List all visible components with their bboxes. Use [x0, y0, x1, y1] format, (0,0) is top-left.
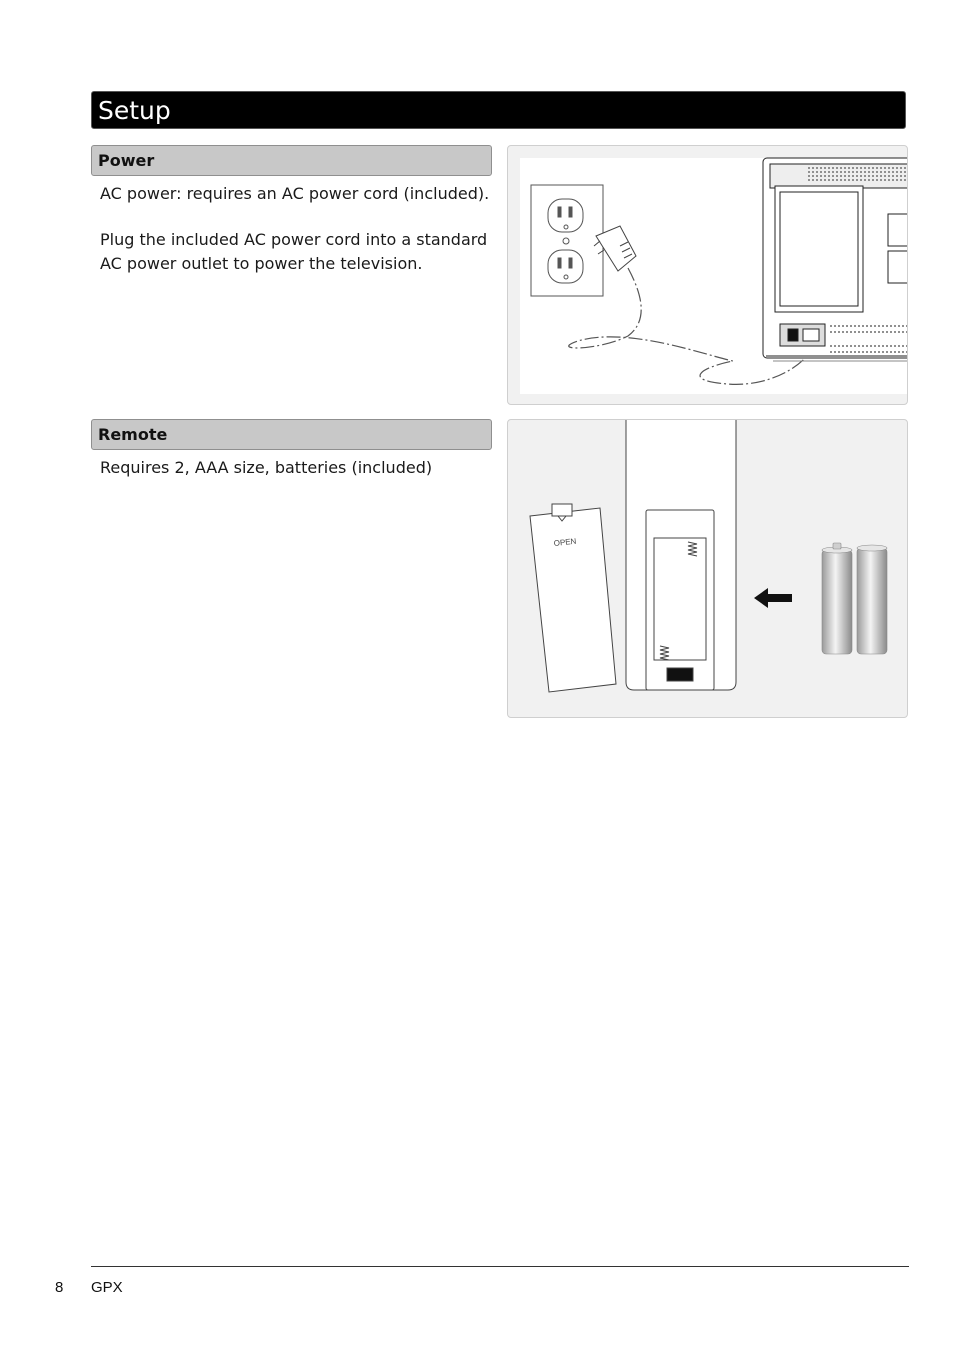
open-label: OPEN: [553, 536, 577, 548]
battery-cover-icon: [530, 504, 616, 692]
footer-divider: [91, 1266, 909, 1267]
remote-body-icon: [626, 420, 736, 690]
remote-illustration: [507, 419, 908, 718]
page-title-bar: [91, 91, 906, 129]
power-text-1: AC power: requires an AC power cord (included).: [100, 184, 490, 203]
wall-outlet-icon: [531, 185, 603, 296]
page-title: Setup: [98, 96, 171, 125]
remote-section-heading: [91, 419, 492, 450]
aaa-battery-icon: [822, 543, 852, 654]
tv-back-icon: [763, 158, 908, 361]
power-section-heading: [91, 145, 492, 176]
power-text-2: Plug the included AC power cord into a standard AC power outlet to power the television.: [100, 230, 488, 273]
remote-battery-diagram: [508, 420, 908, 718]
power-heading-text: Power: [98, 151, 155, 170]
power-illustration: [507, 145, 908, 405]
aaa-battery-icon: [857, 545, 887, 654]
page-number: 8: [55, 1279, 64, 1296]
power-connection-diagram: [508, 146, 908, 405]
remote-text-1: Requires 2, AAA size, batteries (included): [100, 458, 433, 477]
footer-brand: GPX: [91, 1279, 123, 1296]
insert-arrow-icon: [754, 588, 792, 608]
remote-heading-text: Remote: [98, 425, 168, 444]
